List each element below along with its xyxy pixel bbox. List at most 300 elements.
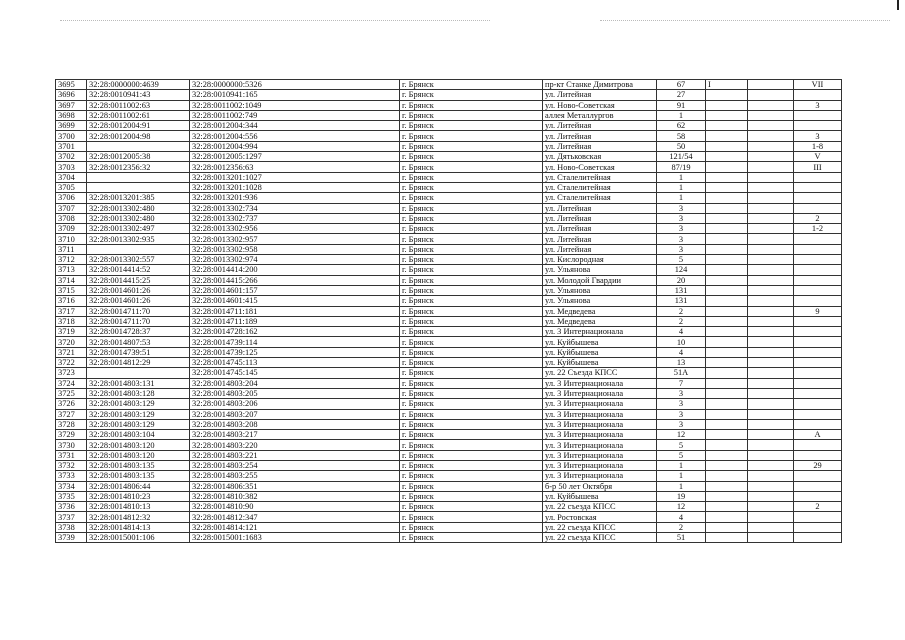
city: г. Брянск <box>400 502 543 512</box>
city: г. Брянск <box>400 131 543 141</box>
house-number: 19 <box>657 491 706 501</box>
old-cadastral-number: 32:28:0014803:120 <box>87 450 190 460</box>
old-cadastral-number: 32:28:0014803:120 <box>87 440 190 450</box>
building <box>706 162 748 172</box>
old-cadastral-number: 32:28:0014739:51 <box>87 347 190 357</box>
new-cadastral-number: 32:28:0014803:208 <box>190 419 400 429</box>
row-number: 3736 <box>56 502 87 512</box>
house-number: 51А <box>657 368 706 378</box>
street: ул. Куйбышева <box>543 358 657 368</box>
old-cadastral-number: 32:28:0014807:53 <box>87 337 190 347</box>
building <box>706 337 748 347</box>
street: ул. Ульянова <box>543 265 657 275</box>
city: г. Брянск <box>400 399 543 409</box>
new-cadastral-number: 32:28:0012004:994 <box>190 141 400 151</box>
row-number: 3699 <box>56 121 87 131</box>
city: г. Брянск <box>400 481 543 491</box>
new-cadastral-number: 32:28:0013302:956 <box>190 224 400 234</box>
table-row <box>56 110 842 120</box>
row-number: 3700 <box>56 131 87 141</box>
apartment: 1-2 <box>794 224 842 234</box>
row-number: 3739 <box>56 533 87 543</box>
house-number: 3 <box>657 224 706 234</box>
table-row <box>56 378 842 388</box>
table-row <box>56 162 842 172</box>
building <box>706 121 748 131</box>
street: ул. Литейная <box>543 213 657 223</box>
empty-cell <box>748 110 794 120</box>
empty-cell <box>748 296 794 306</box>
apartment: VII <box>794 80 842 90</box>
table-row <box>56 244 842 254</box>
house-number: 131 <box>657 296 706 306</box>
street: б-р 50 лет Октября <box>543 481 657 491</box>
street: ул. 3 Интернационала <box>543 430 657 440</box>
row-number: 3723 <box>56 368 87 378</box>
house-number: 3 <box>657 213 706 223</box>
apartment <box>794 110 842 120</box>
old-cadastral-number: 32:28:0010941:43 <box>87 90 190 100</box>
empty-cell <box>748 440 794 450</box>
old-cadastral-number: 32:28:0014803:131 <box>87 378 190 388</box>
old-cadastral-number: 32:28:0014728:37 <box>87 327 190 337</box>
row-number: 3715 <box>56 285 87 295</box>
old-cadastral-number: 32:28:0012356:32 <box>87 162 190 172</box>
new-cadastral-number: 32:28:0014814:121 <box>190 522 400 532</box>
old-cadastral-number: 32:28:0014414:52 <box>87 265 190 275</box>
building <box>706 203 748 213</box>
empty-cell <box>748 255 794 265</box>
old-cadastral-number: 32:28:0012004:98 <box>87 131 190 141</box>
new-cadastral-number: 32:28:0014803:205 <box>190 388 400 398</box>
old-cadastral-number: 32:28:0014601:26 <box>87 296 190 306</box>
new-cadastral-number: 32:28:0013201:1028 <box>190 182 400 192</box>
table-row <box>56 131 842 141</box>
row-number: 3716 <box>56 296 87 306</box>
apartment <box>794 512 842 522</box>
old-cadastral-number: 32:28:0014812:32 <box>87 512 190 522</box>
row-number: 3720 <box>56 337 87 347</box>
house-number: 1 <box>657 460 706 470</box>
city: г. Брянск <box>400 275 543 285</box>
empty-cell <box>748 419 794 429</box>
row-number: 3717 <box>56 306 87 316</box>
house-number: 1 <box>657 481 706 491</box>
street: ул. Дятьковская <box>543 152 657 162</box>
table-row <box>56 234 842 244</box>
table-row <box>56 203 842 213</box>
new-cadastral-number: 32:28:0014739:114 <box>190 337 400 347</box>
street: ул. 3 Интернационала <box>543 460 657 470</box>
apartment <box>794 337 842 347</box>
new-cadastral-number: 32:28:0013302:737 <box>190 213 400 223</box>
city: г. Брянск <box>400 327 543 337</box>
house-number: 1 <box>657 110 706 120</box>
row-number: 3718 <box>56 316 87 326</box>
new-cadastral-number: 32:28:0014601:415 <box>190 296 400 306</box>
table-row <box>56 368 842 378</box>
row-number: 3695 <box>56 80 87 90</box>
old-cadastral-number: 32:28:0014803:104 <box>87 430 190 440</box>
table-row <box>56 152 842 162</box>
old-cadastral-number: 32:28:0014803:129 <box>87 399 190 409</box>
empty-cell <box>748 90 794 100</box>
new-cadastral-number: 32:28:0011002:749 <box>190 110 400 120</box>
building <box>706 481 748 491</box>
city: г. Брянск <box>400 285 543 295</box>
empty-cell <box>748 182 794 192</box>
street: ул. Куйбышева <box>543 491 657 501</box>
old-cadastral-number: 32:28:0013302:935 <box>87 234 190 244</box>
table-row <box>56 430 842 440</box>
empty-cell <box>748 100 794 110</box>
apartment <box>794 450 842 460</box>
city: г. Брянск <box>400 162 543 172</box>
row-number: 3719 <box>56 327 87 337</box>
new-cadastral-number: 32:28:0013302:974 <box>190 255 400 265</box>
empty-cell <box>748 368 794 378</box>
row-number: 3730 <box>56 440 87 450</box>
apartment: 3 <box>794 131 842 141</box>
table-row <box>56 347 842 357</box>
table-row <box>56 522 842 532</box>
house-number: 12 <box>657 502 706 512</box>
new-cadastral-number: 32:28:0013201:936 <box>190 193 400 203</box>
table-row <box>56 285 842 295</box>
old-cadastral-number: 32:28:0014711:70 <box>87 316 190 326</box>
building <box>706 172 748 182</box>
row-number: 3697 <box>56 100 87 110</box>
house-number: 5 <box>657 450 706 460</box>
scan-artifact-line <box>60 20 490 22</box>
building <box>706 347 748 357</box>
new-cadastral-number: 32:28:0014711:189 <box>190 316 400 326</box>
house-number: 50 <box>657 141 706 151</box>
old-cadastral-number: 32:28:0011002:61 <box>87 110 190 120</box>
house-number: 4 <box>657 512 706 522</box>
old-cadastral-number <box>87 368 190 378</box>
table-row <box>56 491 842 501</box>
house-number: 10 <box>657 337 706 347</box>
street: ул. Литейная <box>543 90 657 100</box>
table-row <box>56 141 842 151</box>
city: г. Брянск <box>400 378 543 388</box>
apartment <box>794 296 842 306</box>
table-row <box>56 409 842 419</box>
building <box>706 234 748 244</box>
street: ул. 3 Интернационала <box>543 440 657 450</box>
table-row <box>56 502 842 512</box>
new-cadastral-number: 32:28:0014803:220 <box>190 440 400 450</box>
apartment <box>794 182 842 192</box>
empty-cell <box>748 275 794 285</box>
street: ул. Ростовская <box>543 512 657 522</box>
empty-cell <box>748 162 794 172</box>
empty-cell <box>748 347 794 357</box>
empty-cell <box>748 430 794 440</box>
street: ул. Ульянова <box>543 296 657 306</box>
house-number: 3 <box>657 244 706 254</box>
house-number: 2 <box>657 316 706 326</box>
street: аллея Металлургов <box>543 110 657 120</box>
street: ул. Литейная <box>543 244 657 254</box>
house-number: 12 <box>657 430 706 440</box>
building <box>706 141 748 151</box>
house-number: 27 <box>657 90 706 100</box>
house-number: 4 <box>657 347 706 357</box>
row-number: 3722 <box>56 358 87 368</box>
row-number: 3724 <box>56 378 87 388</box>
city: г. Брянск <box>400 255 543 265</box>
table-row <box>56 121 842 131</box>
table-row <box>56 337 842 347</box>
new-cadastral-number: 32:28:0012004:556 <box>190 131 400 141</box>
row-number: 3696 <box>56 90 87 100</box>
building <box>706 471 748 481</box>
new-cadastral-number: 32:28:0014810:90 <box>190 502 400 512</box>
empty-cell <box>748 224 794 234</box>
city: г. Брянск <box>400 409 543 419</box>
empty-cell <box>748 265 794 275</box>
table-row <box>56 80 842 90</box>
city: г. Брянск <box>400 460 543 470</box>
table-row <box>56 306 842 316</box>
new-cadastral-number: 32:28:0014745:113 <box>190 358 400 368</box>
apartment <box>794 327 842 337</box>
apartment: III <box>794 162 842 172</box>
house-number: 51 <box>657 533 706 543</box>
table-row <box>56 388 842 398</box>
old-cadastral-number: 32:28:0014803:129 <box>87 419 190 429</box>
building <box>706 306 748 316</box>
apartment: 1-8 <box>794 141 842 151</box>
house-number: 3 <box>657 399 706 409</box>
table-row <box>56 172 842 182</box>
city: г. Брянск <box>400 193 543 203</box>
building <box>706 358 748 368</box>
new-cadastral-number: 32:28:0014810:382 <box>190 491 400 501</box>
building <box>706 440 748 450</box>
empty-cell <box>748 358 794 368</box>
new-cadastral-number: 32:28:0014803:204 <box>190 378 400 388</box>
building <box>706 110 748 120</box>
empty-cell <box>748 172 794 182</box>
table-row <box>56 90 842 100</box>
city: г. Брянск <box>400 121 543 131</box>
apartment: 3 <box>794 100 842 110</box>
apartment: А <box>794 430 842 440</box>
building <box>706 100 748 110</box>
building <box>706 182 748 192</box>
empty-cell <box>748 337 794 347</box>
empty-cell <box>748 80 794 90</box>
old-cadastral-number: 32:28:0013302:480 <box>87 213 190 223</box>
row-number: 3726 <box>56 399 87 409</box>
empty-cell <box>748 460 794 470</box>
old-cadastral-number: 32:28:0014814:13 <box>87 522 190 532</box>
building <box>706 255 748 265</box>
street: ул. 22 съезда КПСС <box>543 522 657 532</box>
city: г. Брянск <box>400 306 543 316</box>
apartment <box>794 471 842 481</box>
empty-cell <box>748 399 794 409</box>
new-cadastral-number: 32:28:0014812:347 <box>190 512 400 522</box>
city: г. Брянск <box>400 244 543 254</box>
apartment <box>794 481 842 491</box>
house-number: 91 <box>657 100 706 110</box>
street: ул. Куйбышева <box>543 347 657 357</box>
city: г. Брянск <box>400 358 543 368</box>
row-number: 3738 <box>56 522 87 532</box>
new-cadastral-number: 32:28:0012004:344 <box>190 121 400 131</box>
building <box>706 388 748 398</box>
street: ул. Ульянова <box>543 285 657 295</box>
row-number: 3725 <box>56 388 87 398</box>
house-number: 5 <box>657 255 706 265</box>
new-cadastral-number: 32:28:0014414:200 <box>190 265 400 275</box>
building <box>706 430 748 440</box>
new-cadastral-number: 32:28:0012005:1297 <box>190 152 400 162</box>
apartment <box>794 358 842 368</box>
empty-cell <box>748 327 794 337</box>
empty-cell <box>748 193 794 203</box>
table-row <box>56 450 842 460</box>
row-number: 3713 <box>56 265 87 275</box>
row-number: 3721 <box>56 347 87 357</box>
city: г. Брянск <box>400 388 543 398</box>
row-number: 3701 <box>56 141 87 151</box>
street: ул. Медведева <box>543 316 657 326</box>
apartment: V <box>794 152 842 162</box>
house-number: 124 <box>657 265 706 275</box>
edge-mark <box>897 0 899 10</box>
house-number: 121/54 <box>657 152 706 162</box>
house-number: 13 <box>657 358 706 368</box>
old-cadastral-number: 32:28:0000000:4639 <box>87 80 190 90</box>
building: I <box>706 80 748 90</box>
row-number: 3703 <box>56 162 87 172</box>
city: г. Брянск <box>400 90 543 100</box>
new-cadastral-number: 32:28:0014803:217 <box>190 430 400 440</box>
city: г. Брянск <box>400 152 543 162</box>
street: ул. Молодой Гвардии <box>543 275 657 285</box>
apartment <box>794 203 842 213</box>
street: ул. 3 Интернационала <box>543 378 657 388</box>
new-cadastral-number: 32:28:0015001:1683 <box>190 533 400 543</box>
city: г. Брянск <box>400 296 543 306</box>
street: ул. Сталелитейная <box>543 182 657 192</box>
apartment <box>794 399 842 409</box>
city: г. Брянск <box>400 337 543 347</box>
street: ул. Сталелитейная <box>543 193 657 203</box>
table-row <box>56 533 842 543</box>
registry-rows <box>56 80 842 543</box>
building <box>706 522 748 532</box>
old-cadastral-number: 32:28:0013302:497 <box>87 224 190 234</box>
apartment <box>794 244 842 254</box>
house-number: 20 <box>657 275 706 285</box>
row-number: 3728 <box>56 419 87 429</box>
city: г. Брянск <box>400 430 543 440</box>
new-cadastral-number: 32:28:0014739:125 <box>190 347 400 357</box>
city: г. Брянск <box>400 80 543 90</box>
city: г. Брянск <box>400 368 543 378</box>
old-cadastral-number <box>87 182 190 192</box>
street: ул. Литейная <box>543 141 657 151</box>
table-row <box>56 358 842 368</box>
empty-cell <box>748 522 794 532</box>
street: ул. Куйбышева <box>543 337 657 347</box>
city: г. Брянск <box>400 522 543 532</box>
row-number: 3710 <box>56 234 87 244</box>
street: ул. 3 Интернационала <box>543 388 657 398</box>
table-row <box>56 460 842 470</box>
row-number: 3714 <box>56 275 87 285</box>
table-row <box>56 296 842 306</box>
house-number: 3 <box>657 203 706 213</box>
street: ул. Ново-Советская <box>543 162 657 172</box>
table-row <box>56 512 842 522</box>
apartment <box>794 533 842 543</box>
building <box>706 275 748 285</box>
table-row <box>56 471 842 481</box>
house-number: 58 <box>657 131 706 141</box>
city: г. Брянск <box>400 471 543 481</box>
building <box>706 131 748 141</box>
house-number: 1 <box>657 471 706 481</box>
building <box>706 502 748 512</box>
building <box>706 296 748 306</box>
apartment <box>794 347 842 357</box>
city: г. Брянск <box>400 234 543 244</box>
table-row <box>56 440 842 450</box>
street: ул. 3 Интернационала <box>543 471 657 481</box>
building <box>706 419 748 429</box>
row-number: 3702 <box>56 152 87 162</box>
new-cadastral-number: 32:28:0014806:351 <box>190 481 400 491</box>
street: ул. 22 съезда КПСС <box>543 533 657 543</box>
empty-cell <box>748 285 794 295</box>
apartment <box>794 378 842 388</box>
house-number: 62 <box>657 121 706 131</box>
street: ул. Сталелитейная <box>543 172 657 182</box>
street: ул. Литейная <box>543 203 657 213</box>
apartment <box>794 275 842 285</box>
old-cadastral-number <box>87 172 190 182</box>
row-number: 3731 <box>56 450 87 460</box>
row-number: 3705 <box>56 182 87 192</box>
new-cadastral-number: 32:28:0013302:958 <box>190 244 400 254</box>
new-cadastral-number: 32:28:0014745:145 <box>190 368 400 378</box>
city: г. Брянск <box>400 182 543 192</box>
empty-cell <box>748 152 794 162</box>
row-number: 3712 <box>56 255 87 265</box>
new-cadastral-number: 32:28:0013201:1027 <box>190 172 400 182</box>
empty-cell <box>748 471 794 481</box>
building <box>706 90 748 100</box>
building <box>706 399 748 409</box>
building <box>706 512 748 522</box>
table-row <box>56 327 842 337</box>
apartment <box>794 172 842 182</box>
apartment: 2 <box>794 213 842 223</box>
house-number: 3 <box>657 234 706 244</box>
old-cadastral-number <box>87 141 190 151</box>
city: г. Брянск <box>400 450 543 460</box>
row-number: 3729 <box>56 430 87 440</box>
table-row <box>56 481 842 491</box>
building <box>706 193 748 203</box>
